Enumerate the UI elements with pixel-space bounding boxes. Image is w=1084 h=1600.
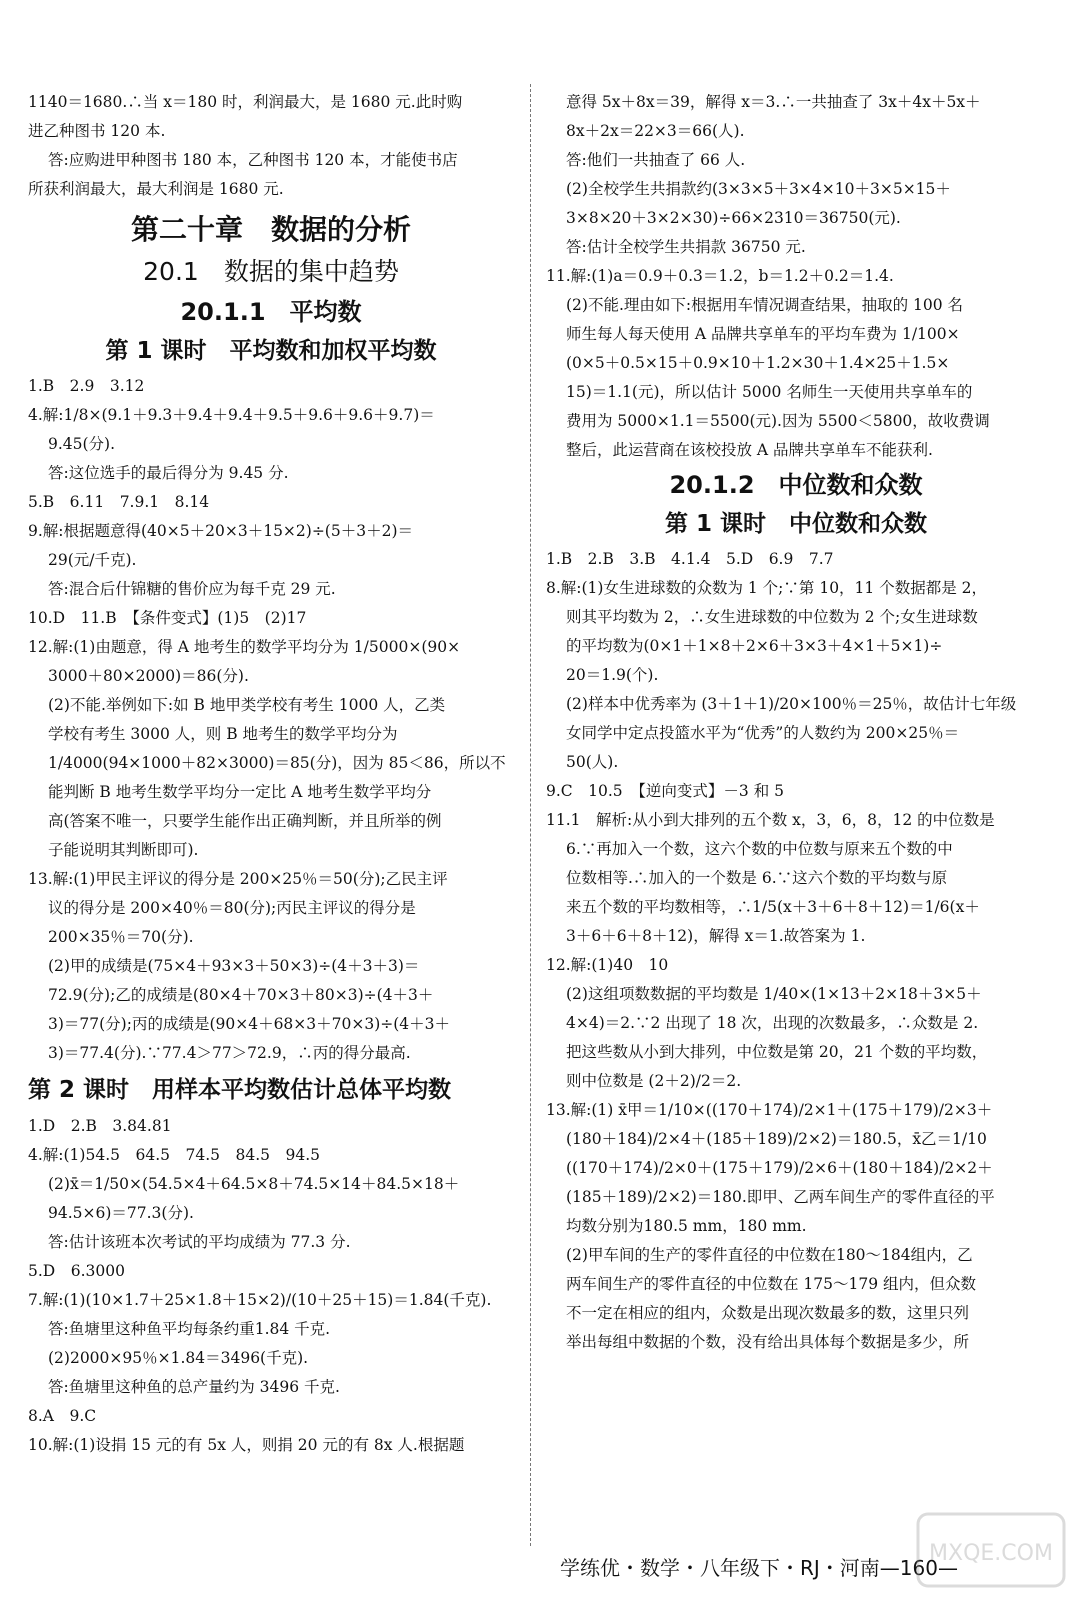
text-line: (2)不能.举例如下:如 B 地甲类学校有考生 1000 人，乙类 — [48, 696, 446, 714]
watermark-text: MXQE.COM — [929, 1541, 1053, 1566]
text-line: 5.B 6.11 7.9.1 8.14 — [28, 493, 210, 511]
text-line: (180＋184)/2×4＋(185＋189)/2×2)＝180.5，x̄乙＝1/10 — [566, 1130, 987, 1148]
text-line: 11.1 解析:从小到大排列的五个数 x，3，6，8，12 的中位数是 — [546, 811, 995, 829]
text-line: 高(答案不唯一，只要学生能作出正确判断，并且所举的例 — [48, 812, 442, 830]
text-line: 4.解:1/8×(9.1＋9.3＋9.4＋9.4＋9.5＋9.6＋9.6＋9.7)＝ — [28, 406, 435, 424]
text-line: 所获利润最大，最大利润是 1680 元. — [28, 180, 284, 198]
text-line: 72.9(分);乙的成绩是(80×4＋70×3＋80×3)÷(4＋3＋ — [48, 986, 434, 1004]
subsection-title: 20.1.2 中位数和众数 — [669, 471, 923, 499]
text-line: 均数分别为180.5 mm，180 mm. — [566, 1217, 807, 1235]
text-line: 女同学中定点投篮水平为“优秀”的人数约为 200×25％＝ — [566, 724, 960, 742]
text-line: 进乙种图书 120 本. — [28, 122, 166, 140]
text-line: 15)＝1.1(元)，所以估计 5000 名师生一天使用共享单车的 — [566, 383, 973, 401]
text-line: 9.45(分). — [48, 435, 116, 453]
text-line: 整后，此运营商在该校投放 A 品牌共享单车不能获利. — [566, 441, 933, 459]
text-line: 29(元/千克). — [48, 551, 137, 569]
text-line: 7.解:(1)(10×1.7＋25×1.8＋15×2)/(10＋25＋15)＝1.84(千克). — [28, 1291, 492, 1309]
text-line: 10.解:(1)设捐 15 元的有 5x 人，则捐 20 元的有 8x 人.根据题 — [28, 1436, 465, 1454]
text-line: 位数相等.∴加入的一个数是 6.∵这六个数的平均数与原 — [566, 869, 948, 887]
text-line: 8.解:(1)女生进球数的众数为 1 个;∵第 10，11 个数据都是 2， — [546, 579, 987, 597]
text-line: 11.解:(1)a＝0.9＋0.3＝1.2，b＝1.2＋0.2＝1.4. — [546, 267, 894, 285]
text-line: 把这些数从小到大排列，中位数是第 20，21 个数的平均数， — [566, 1043, 988, 1061]
text-line: 8x＋2x＝22×3＝66(人). — [566, 122, 745, 140]
page-footer: 学练优・数学・八年级下・RJ・河南—160— — [560, 1556, 958, 1580]
right-column — [546, 88, 1046, 1357]
text-line: 师生每人每天使用 A 品牌共享单车的平均车费为 1/100× — [566, 325, 960, 343]
text-line: ((170＋174)/2×0＋(175＋179)/2×6＋(180＋184)/2×2＋ — [566, 1159, 993, 1177]
text-line: 3×8×20＋3×2×30)÷66×2310＝36750(元). — [566, 209, 901, 227]
text-line: 9.C 10.5 【逆向变式】－3 和 5 — [546, 782, 784, 800]
text-line: 8.A 9.C — [28, 1407, 97, 1425]
text-line: 1/4000(94×1000＋82×3000)＝85(分)，因为 85＜86，所以不 — [48, 754, 506, 772]
text-line: 1140＝1680.∴当 x＝180 时，利润最大，是 1680 元.此时购 — [28, 93, 463, 111]
text-line: 12.解:(1)40 10 — [546, 956, 669, 974]
text-line: 费用为 5000×1.1＝5500(元).因为 5500＜5800，故收费调 — [566, 412, 990, 430]
lesson-title: 第 1 课时 平均数和加权平均数 — [105, 338, 437, 364]
text-line: 3000＋80×2000)＝86(分). — [48, 667, 249, 685]
text-line: 1.B 2.9 3.12 — [28, 377, 145, 395]
text-line: 13.解:(1) x̄甲＝1/10×((170＋174)/2×1＋(175＋179)/2×3＋ — [546, 1101, 993, 1119]
lesson-title: 第 2 课时 用样本平均数估计总体平均数 — [28, 1077, 452, 1103]
text-line: 200×35％＝70(分). — [48, 928, 194, 946]
text-line: 来五个数的平均数相等，∴1/5(x＋3＋6＋8＋12)＝1/6(x＋ — [566, 898, 980, 916]
text-line: (2)x̄＝1/50×(54.5×4＋64.5×8＋74.5×14＋84.5×18＋ — [48, 1175, 460, 1193]
text-line: 6.∵再加入一个数，这六个数的中位数与原来五个数的中 — [566, 840, 953, 858]
text-line: 1.D 2.B 3.84.81 — [28, 1117, 172, 1135]
text-line: 举出每组中数据的个数，没有给出具体每个数据是多少，所 — [566, 1333, 970, 1351]
text-line: (0×5＋0.5×15＋0.9×10＋1.2×30＋1.4×25＋1.5× — [566, 354, 950, 372]
text-line: 子能说明其判断即可). — [48, 841, 199, 859]
text-line: 答:这位选手的最后得分为 9.45 分. — [48, 464, 289, 482]
chapter-title: 第二十章 数据的分析 — [130, 213, 411, 246]
left-column — [28, 88, 514, 1460]
text-line: 94.5×6)＝77.3(分). — [48, 1204, 194, 1222]
text-line: 1.B 2.B 3.B 4.1.4 5.D 6.9 7.7 — [546, 550, 834, 568]
text-line: (2)这组项数数据的平均数是 1/40×(1×13＋2×18＋3×5＋ — [566, 985, 982, 1003]
text-line: 则中位数是 (2＋2)/2＝2. — [566, 1072, 742, 1090]
text-line: 4.解:(1)54.5 64.5 74.5 84.5 94.5 — [28, 1146, 321, 1164]
text-line: 的平均数为(0×1＋1×8＋2×6＋3×3＋4×1＋5×1)÷ — [566, 637, 943, 655]
text-line: 答:鱼塘里这种鱼平均每条约重1.84 千克. — [48, 1320, 331, 1338]
text-line: 9.解:根据题意得(40×5＋20×3＋15×2)÷(5＋3＋2)＝ — [28, 522, 413, 540]
text-line: 不一定在相应的组内，众数是出现次数最多的数，这里只列 — [566, 1304, 970, 1322]
text-line: 12.解:(1)由题意，得 A 地考生的数学平均分为 1/5000×(90× — [28, 638, 461, 656]
column-divider — [530, 84, 531, 1546]
text-line: (2)甲的成绩是(75×4＋93×3＋50×3)÷(4＋3＋3)＝ — [48, 957, 420, 975]
text-line: 50(人). — [566, 753, 619, 771]
text-line: 3)＝77(分);丙的成绩是(90×4＋68×3＋70×3)÷(4＋3＋ — [48, 1015, 451, 1033]
text-line: (2)不能.理由如下:根据用车情况调查结果，抽取的 100 名 — [566, 296, 964, 314]
text-line: (2)样本中优秀率为 (3＋1＋1)/20×100％＝25％，故估计七年级 — [566, 695, 1017, 713]
text-line: 答:鱼塘里这种鱼的总产量约为 3496 千克. — [48, 1378, 340, 1396]
text-line: 3＋6＋6＋8＋12)，解得 x＝1.故答案为 1. — [566, 927, 866, 945]
text-line: 答:估计该班本次考试的平均成绩为 77.3 分. — [48, 1233, 351, 1251]
text-line: 10.D 11.B 【条件变式】(1)5 (2)17 — [28, 609, 307, 627]
text-line: 答:混合后什锦糖的售价应为每千克 29 元. — [48, 580, 336, 598]
text-line: 两车间生产的零件直径的中位数在 175～179 组内，但众数 — [566, 1275, 977, 1293]
text-line: (2)甲车间的生产的零件直径的中位数在180～184组内，乙 — [566, 1246, 973, 1264]
text-line: 13.解:(1)甲民主评议的得分是 200×25％＝50(分);乙民主评 — [28, 870, 448, 888]
section-title: 20.1 数据的集中趋势 — [143, 257, 399, 286]
text-line: 答:他们一共抽查了 66 人. — [566, 151, 746, 169]
text-line: 4×4)＝2.∵2 出现了 18 次，出现的次数最多，∴众数是 2. — [566, 1014, 979, 1032]
text-line: (2)2000×95％×1.84＝3496(千克). — [48, 1349, 309, 1367]
text-line: 议的得分是 200×40％＝80(分);丙民主评议的得分是 — [48, 899, 416, 917]
text-line: 则其平均数为 2，∴女生进球数的中位数为 2 个;女生进球数 — [566, 608, 978, 626]
text-line: 5.D 6.3000 — [28, 1262, 125, 1280]
subsection-title: 20.1.1 平均数 — [180, 298, 362, 326]
text-line: (2)全校学生共捐款约(3×3×5＋3×4×10＋3×5×15＋ — [566, 180, 951, 198]
text-line: 20＝1.9(个). — [566, 666, 659, 684]
text-line: 学校有考生 3000 人，则 B 地考生的数学平均分为 — [48, 725, 398, 743]
text-line: 3)＝77.4(分).∵77.4＞77＞72.9，∴丙的得分最高. — [48, 1044, 411, 1062]
text-line: 能判断 B 地考生数学平均分一定比 A 地考生数学平均分 — [48, 783, 432, 801]
lesson-title: 第 1 课时 中位数和众数 — [664, 511, 928, 537]
text-line: 答:应购进甲种图书 180 本，乙种图书 120 本，才能使书店 — [48, 151, 458, 169]
text-line: 意得 5x＋8x＝39，解得 x＝3.∴一共抽查了 3x＋4x＋5x＋ — [566, 93, 981, 111]
text-line: (185＋189)/2×2)＝180.即甲、乙两车间生产的零件直径的平 — [566, 1188, 995, 1206]
text-line: 答:估计全校学生共捐款 36750 元. — [566, 238, 806, 256]
watermark-logo — [916, 1510, 1066, 1590]
